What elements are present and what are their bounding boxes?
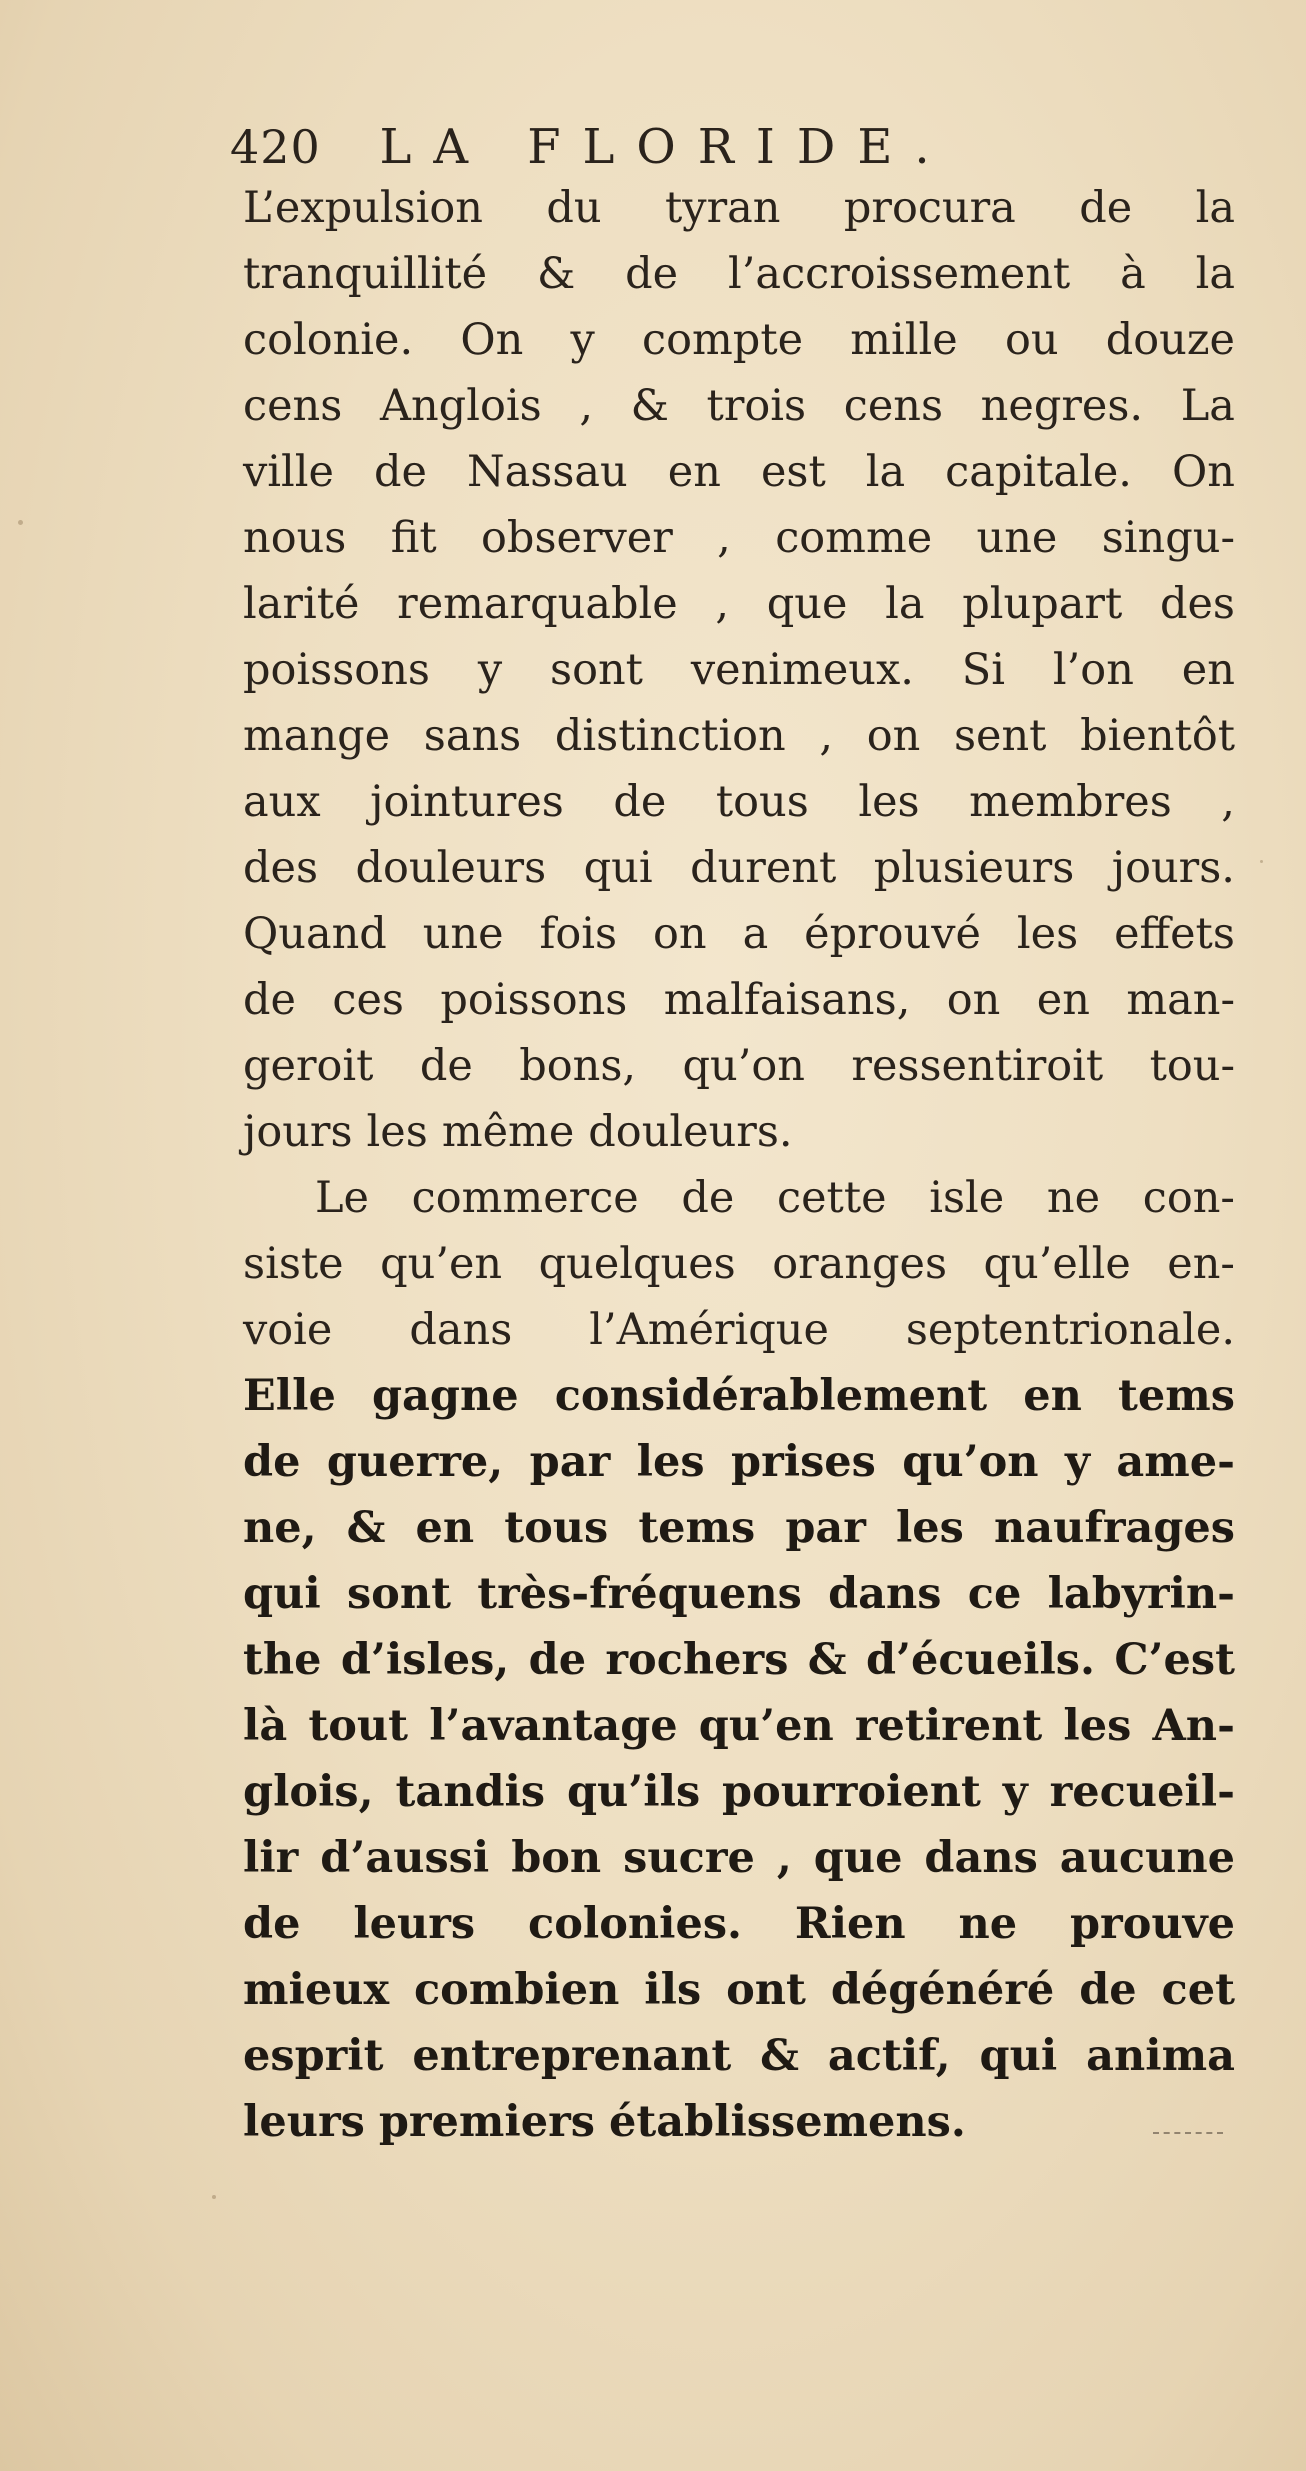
running-title: LA FLORIDE. [379, 119, 952, 175]
text-line: lir d’aussi bon sucre , que dans aucune [243, 1833, 1235, 1883]
text-line: esprit entreprenant & actif, qui anima [243, 2031, 1235, 2081]
text-line: des douleurs qui durent plusieurs jours. [243, 843, 1235, 893]
text-line: siste qu’en quelques oranges qu’elle en- [243, 1239, 1235, 1289]
text-line: leurs premiers établissemens. [243, 2097, 966, 2147]
page-header [230, 112, 1130, 182]
text-line: ville de Nassau en est la capitale. On [243, 447, 1235, 497]
text-line: Quand une fois on a éprouvé les effets [243, 909, 1235, 959]
text-line: mange sans distinction , on sent bientôt [243, 711, 1235, 761]
text-line: poissons y sont venimeux. Si l’on en [243, 645, 1235, 695]
page-number: 420 [230, 120, 321, 174]
text-line: Le commerce de cette isle ne con- [315, 1173, 1235, 1223]
text-line: nous fit observer , comme une singu- [243, 513, 1235, 563]
text-line: mieux combien ils ont dégénéré de cet [243, 1965, 1235, 2015]
text-line: aux jointures de tous les membres , [243, 777, 1235, 827]
text-line: glois, tandis qu’ils pourroient y recueil- [243, 1767, 1235, 1817]
text-line: voie dans l’Amérique septentrionale. [243, 1305, 1235, 1355]
text-line: the d’isles, de rochers & d’écueils. C’est [243, 1635, 1235, 1685]
text-line: larité remarquable , que la plupart des [243, 579, 1235, 629]
paper-speck [212, 2195, 216, 2199]
text-line: L’expulsion du tyran procura de la [243, 183, 1235, 233]
body-text [243, 175, 1235, 2155]
text-line: cens Anglois , & trois cens negres. La [243, 381, 1235, 431]
catch-mark [1153, 2132, 1223, 2134]
text-line: jours les même douleurs. [243, 1107, 793, 1157]
text-line: de guerre, par les prises qu’on y ame- [243, 1437, 1235, 1487]
paper-speck [18, 520, 23, 525]
text-line: là tout l’avantage qu’en retirent les An- [243, 1701, 1235, 1751]
text-line: ne, & en tous tems par les naufrages [243, 1503, 1235, 1553]
text-line: colonie. On y compte mille ou douze [243, 315, 1235, 365]
text-line: geroit de bons, qu’on ressentiroit tou- [243, 1041, 1235, 1091]
text-line: de leurs colonies. Rien ne prouve [243, 1899, 1235, 1949]
text-line: Elle gagne considérablement en tems [243, 1371, 1235, 1421]
text-line: de ces poissons malfaisans, on en man- [243, 975, 1235, 1025]
text-line: tranquillité & de l’accroissement à la [243, 249, 1235, 299]
paper-speck [1260, 860, 1263, 863]
text-line: qui sont très-fréquens dans ce labyrin- [243, 1569, 1235, 1619]
